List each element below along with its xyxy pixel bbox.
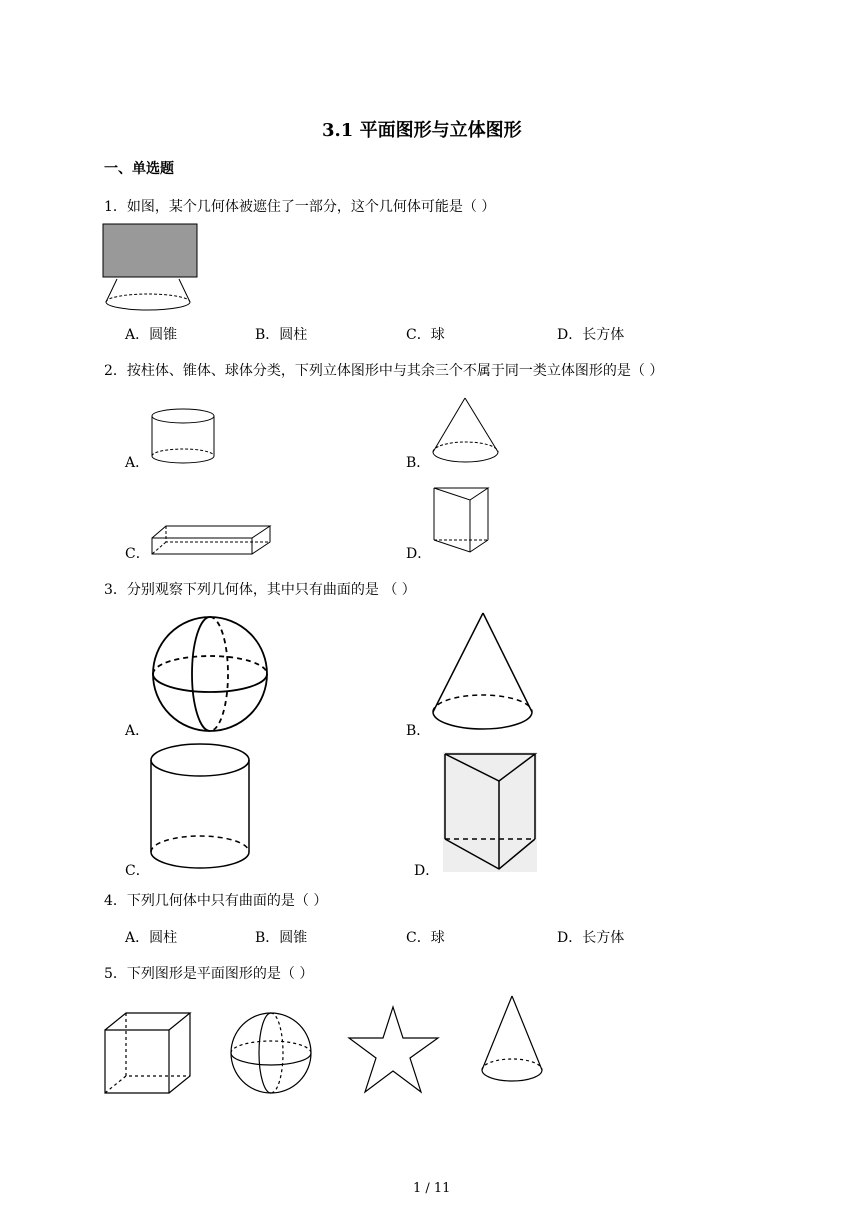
q3-option-a[interactable]: A．	[125, 723, 150, 739]
q2-option-a[interactable]: A．	[125, 455, 150, 471]
q2-option-b[interactable]: B．	[406, 455, 431, 471]
q4-option-d[interactable]: D．长方体	[557, 930, 625, 946]
q3-cone-figure	[430, 610, 536, 736]
q2-cylinder-figure	[150, 406, 218, 466]
q4-option-c[interactable]: C．球	[406, 930, 445, 946]
q1-option-d[interactable]: D．长方体	[557, 327, 625, 343]
q3-cylinder-figure	[148, 742, 254, 874]
page-number: 1 / 11	[413, 1181, 451, 1196]
q5-star-figure	[346, 1004, 442, 1096]
page-title: 3.1 平面图形与立体图形	[322, 120, 522, 141]
q4-option-a[interactable]: A．圆柱	[125, 930, 178, 946]
q2-cone-figure	[430, 396, 502, 468]
q3-option-d[interactable]: D．	[414, 863, 440, 879]
q3-option-b[interactable]: B．	[406, 723, 431, 739]
q5-cone-figure	[478, 994, 548, 1098]
q1-option-a[interactable]: A．圆锥	[125, 327, 178, 343]
q2-triangular-prism-figure	[430, 484, 494, 558]
question-1-text: 1．如图，某个几何体被遮住了一部分，这个几何体可能是（ ）	[104, 199, 496, 215]
q1-hidden-solid-figure	[100, 222, 200, 314]
q2-option-c[interactable]: C．	[125, 546, 150, 562]
question-5-text: 5．下列图形是平面图形的是（ ）	[104, 966, 314, 982]
q1-option-b[interactable]: B．圆柱	[255, 327, 308, 343]
q3-option-c[interactable]: C．	[125, 863, 150, 879]
question-4-text: 4．下列几何体中只有曲面的是（ ）	[104, 893, 328, 909]
q1-option-c[interactable]: C．球	[406, 327, 445, 343]
section-heading: 一、单选题	[104, 161, 174, 177]
q3-triangular-prism-figure	[442, 751, 538, 873]
q4-option-b[interactable]: B．圆锥	[255, 930, 308, 946]
q3-sphere-figure	[150, 614, 272, 736]
question-3-text: 3．分别观察下列几何体，其中只有曲面的是 （ ）	[104, 582, 416, 598]
question-2-text: 2．按柱体、锥体、球体分类，下列立体图形中与其余三个不属于同一类立体图形的是（ ）	[104, 363, 664, 379]
q5-sphere-figure	[229, 1011, 315, 1097]
q5-cube-figure	[102, 1010, 194, 1096]
q2-cuboid-figure	[150, 522, 274, 558]
q2-option-d[interactable]: D．	[406, 546, 432, 562]
